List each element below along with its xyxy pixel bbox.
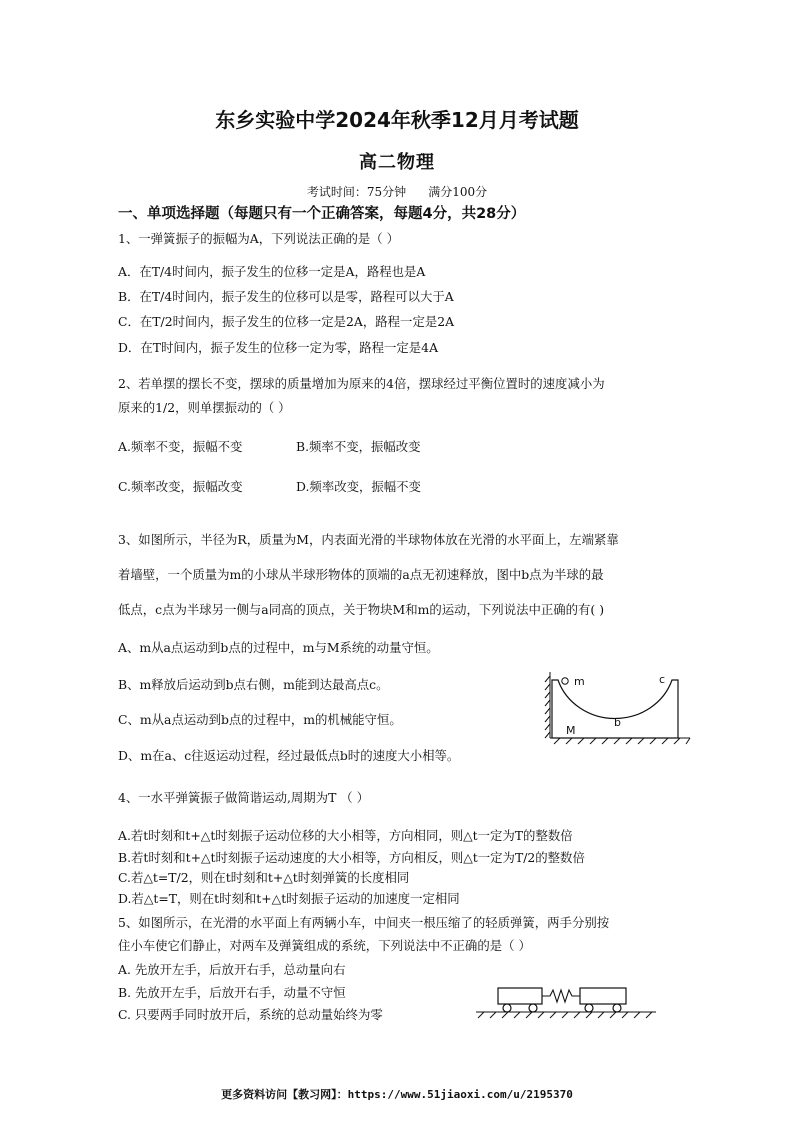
q2-option-c: C.频率改变，振幅改变 <box>118 479 243 494</box>
section-heading: 一、单项选择题（每题只有一个正确答案，每题4分，共28分） <box>118 206 526 222</box>
q5-stem-line1: 5、如图所示，在光滑的水平面上有两辆小车，中间夹一根压缩了的轻质弹簧，两手分别按 <box>118 915 610 930</box>
cart-left <box>498 988 542 1012</box>
cart-right <box>580 988 626 1012</box>
q4-option-b: B.若t时刻和t+△t时刻振子运动速度的大小相等，方向相反，则△t一定为T/2的整数倍 <box>118 850 585 865</box>
q2-stem-line1: 2、若单摆的摆长不变，摆球的质量增加为原来的4倍，摆球经过平衡位置时的速度减小为 <box>118 376 605 391</box>
q4-option-a: A.若t时刻和t+△t时刻振子运动位移的大小相等，方向相同，则△t一定为T的整数倍 <box>118 828 573 843</box>
q5-stem-line2: 住小车使它们静止，对两车及弹簧组成的系统，下列说法中不正确的是（ ） <box>118 938 531 953</box>
wall-hatching <box>545 672 550 738</box>
q2-stem-line2: 原来的1/2，则单摆振动的（ ） <box>118 400 291 415</box>
q3-option-a: A、m从a点运动到b点的过程中，m与M系统的动量守恒。 <box>118 640 439 655</box>
label-b: b <box>614 716 621 729</box>
q5-option-a: A. 先放开左手，后放开右手，总动量向右 <box>118 962 346 977</box>
label-c: c <box>659 673 666 686</box>
label-M: M <box>566 724 576 737</box>
q5-figure <box>476 980 656 1020</box>
q3-option-c: C、m从a点运动到b点的过程中，m的机械能守恒。 <box>118 712 402 727</box>
ground-hatching <box>476 1012 656 1018</box>
q1-option-c: C．在T/2时间内，振子发生的位移一定是2A，路程一定是2A <box>118 314 455 329</box>
full-score: 满分100分 <box>428 185 488 199</box>
q5-option-b: B. 先放开左手，后放开右手，动量不守恒 <box>118 985 346 1000</box>
q2-option-a: A.频率不变，振幅不变 <box>118 439 243 454</box>
exam-time: 考试时间：75分钟 <box>306 185 407 199</box>
q3-stem-line3: 低点，c点为半球另一侧与a同高的顶点，关于物块M和m的运动，下列说法中正确的有( ) <box>118 602 605 617</box>
q2-option-b: B.频率不变，振幅改变 <box>296 439 421 454</box>
q3-stem-line2: 着墙壁，一个质量为m的小球从半球形物体的顶端的a点无初速释放，图中b点为半球的最 <box>118 567 604 582</box>
q4-stem: 4、一水平弹簧振子做简谐运动,周期为T （ ） <box>118 790 369 805</box>
q1-option-b: B．在T/4时间内，振子发生的位移可以是零，路程可以大于A <box>118 289 454 304</box>
q1-stem: 1、一弹簧振子的振幅为A，下列说法正确的是（ ） <box>118 231 399 246</box>
compressed-spring <box>542 990 580 1002</box>
q1-option-d: D．在T时间内，振子发生的位移一定为零，路程一定是4A <box>118 340 439 355</box>
exam-meta <box>0 183 794 200</box>
q2-option-d: D.频率改变，振幅不变 <box>296 479 421 494</box>
q3-stem-line1: 3、如图所示，半径为R，质量为M，内表面光滑的半球物体放在光滑的水平面上，左端紧靠 <box>118 532 619 547</box>
footer-link[interactable]: 更多资料访问【教习网】：https://www.51jiaoxi.com/u/2195370 <box>221 1088 573 1101</box>
q2-options-row2 <box>118 477 421 495</box>
q5-option-c: C. 只要两手同时放开后，系统的总动量始终为零 <box>118 1007 383 1022</box>
q3-figure <box>540 664 692 744</box>
q2-options-row1 <box>118 437 421 455</box>
page-title: 东乡实验中学2024年秋季12月月考试题 <box>215 108 579 132</box>
label-m: m <box>574 675 585 688</box>
ball-m <box>562 678 568 684</box>
q4-option-d: D.若△t=T，则在t时刻和t+△t时刻振子运动的加速度一定相同 <box>118 891 460 906</box>
q1-option-a: A．在T/4时间内，振子发生的位移一定是A，路程也是A <box>118 264 426 279</box>
page-subtitle: 高二物理 <box>359 152 435 173</box>
q3-option-b: B、m释放后运动到b点右侧，m能到达最高点c。 <box>118 677 389 692</box>
q3-option-d: D、m在a、c往返运动过程，经过最低点b时的速度大小相等。 <box>118 748 460 763</box>
ground-hatching <box>550 738 690 744</box>
q4-option-c: C.若△t=T/2，则在t时刻和t+△t时刻弹簧的长度相同 <box>118 870 410 885</box>
